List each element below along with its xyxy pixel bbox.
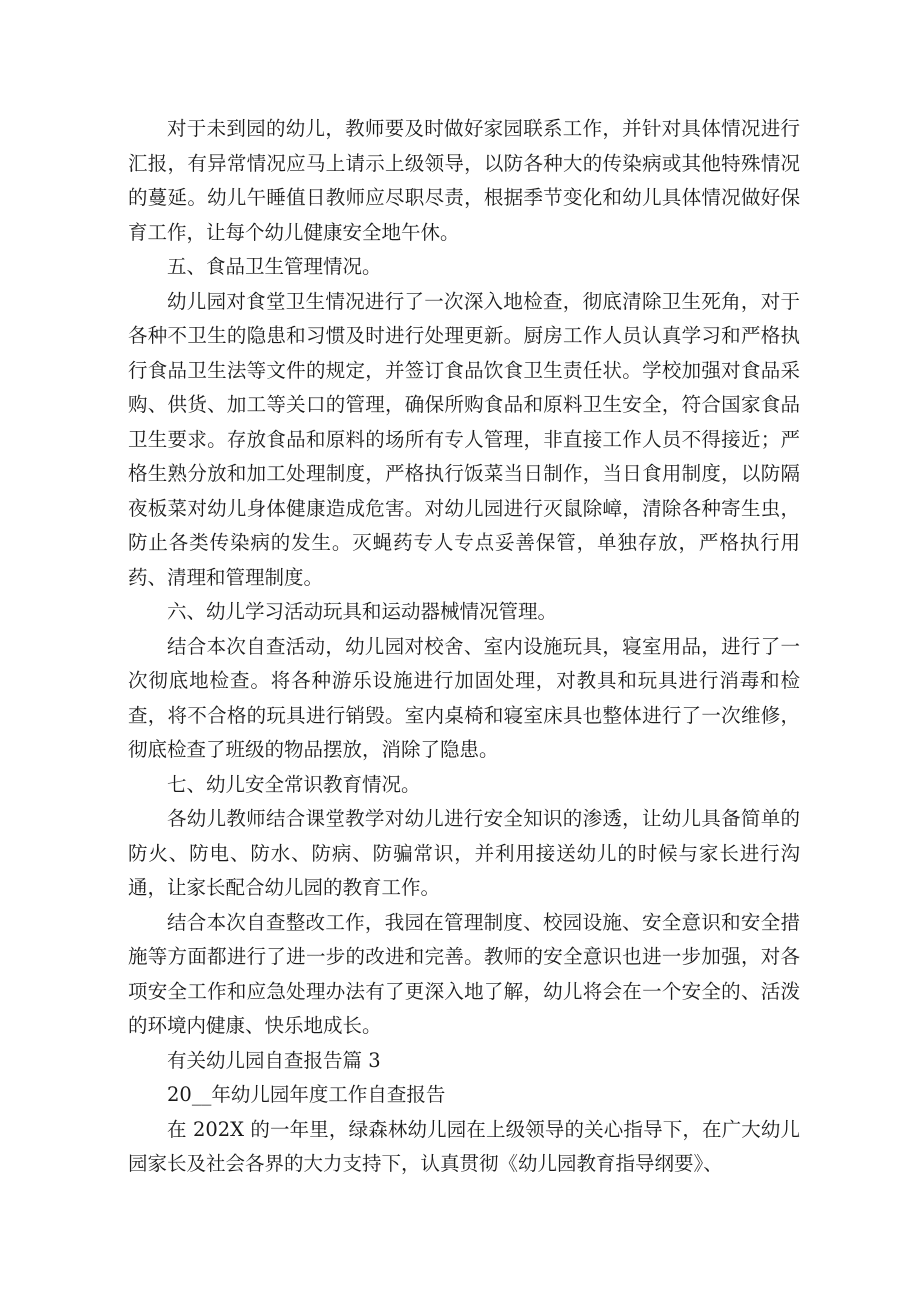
report-subtitle-annual: 20__年幼儿园年度工作自查报告 [167, 1083, 446, 1106]
paragraph-absent-children: 对于未到园的幼儿，教师要及时做好家园联系工作，并针对具体情况进行汇报，有异常情况应马上请示上级领导，以防各种大的传染病或其他特殊情况的蔓延。幼儿午睡值日教师应尽职尽责，根据季节变化和幼儿具体情况做好保育工作，让每个幼儿健康安全地午休。 [128, 117, 800, 244]
section-heading-food-hygiene: 五、食品卫生管理情况。 [167, 255, 382, 278]
document-body [128, 112, 800, 1182]
paragraph-annual-intro: 在 202X 的一年里，绿森林幼儿园在上级领导的关心指导下，在广大幼儿园家长及社会各界的大力支持下，认真贯彻《幼儿园教育指导纲要》、 [128, 1117, 800, 1175]
paragraph-food-hygiene: 幼儿园对食堂卫生情况进行了一次深入地检查，彻底清除卫生死角，对于各种不卫生的隐患和习惯及时进行处理更新。厨房工作人员认真学习和严格执行食品卫生法等文件的规定，并签订食品饮食卫生责任状。学校加强对食品采购、供货、加工等关口的管理，确保所购食品和原料卫生安全，符合国家食品卫生要求。存放食品和原料的场所有专人管理，非直接工作人员不得接近；严格生熟分放和加工处理制度，严格执行饭菜当日制作，当日食用制度，以防隔夜板菜对幼儿身体健康造成危害。对幼儿园进行灭鼠除嶂，清除各种寄生虫，防止各类传染病的发生。灭蝇药专人专点妥善保管，单独存放，严格执行用药、清理和管理制度。 [128, 289, 800, 589]
section-heading-toys-equipment: 六、幼儿学习活动玩具和运动器械情况管理。 [167, 600, 558, 623]
paragraph-toys-equipment: 结合本次自查活动，幼儿园对校舍、室内设施玩具，寝室用品，进行了一次彻底地检查。将各种游乐设施进行加固处理，对教具和玩具进行消毒和检查，将不合格的玩具进行销毁。室内桌椅和寝室床具也整体进行了一次维修，彻底检查了班级的物品摆放，消除了隐患。 [128, 634, 800, 761]
paragraph-summary: 结合本次自查整改工作，我园在管理制度、校园设施、安全意识和安全措施等方面都进行了进一步的改进和完善。教师的安全意识也进一步加强，对各项安全工作和应急处理办法有了更深入地了解，幼儿将会在一个安全的、活泼的环境内健康、快乐地成长。 [128, 910, 800, 1037]
paragraph-safety-education: 各幼儿教师结合课堂教学对幼儿进行安全知识的渗透，让幼儿具备简单的防火、防电、防水、防病、防骗常识，并利用接送幼儿的时候与家长进行沟通，让家长配合幼儿园的教育工作。 [128, 807, 800, 899]
section-heading-safety-education: 七、幼儿安全常识教育情况。 [167, 772, 421, 796]
report-title-part-3: 有关幼儿园自查报告篇 3 [167, 1048, 381, 1072]
